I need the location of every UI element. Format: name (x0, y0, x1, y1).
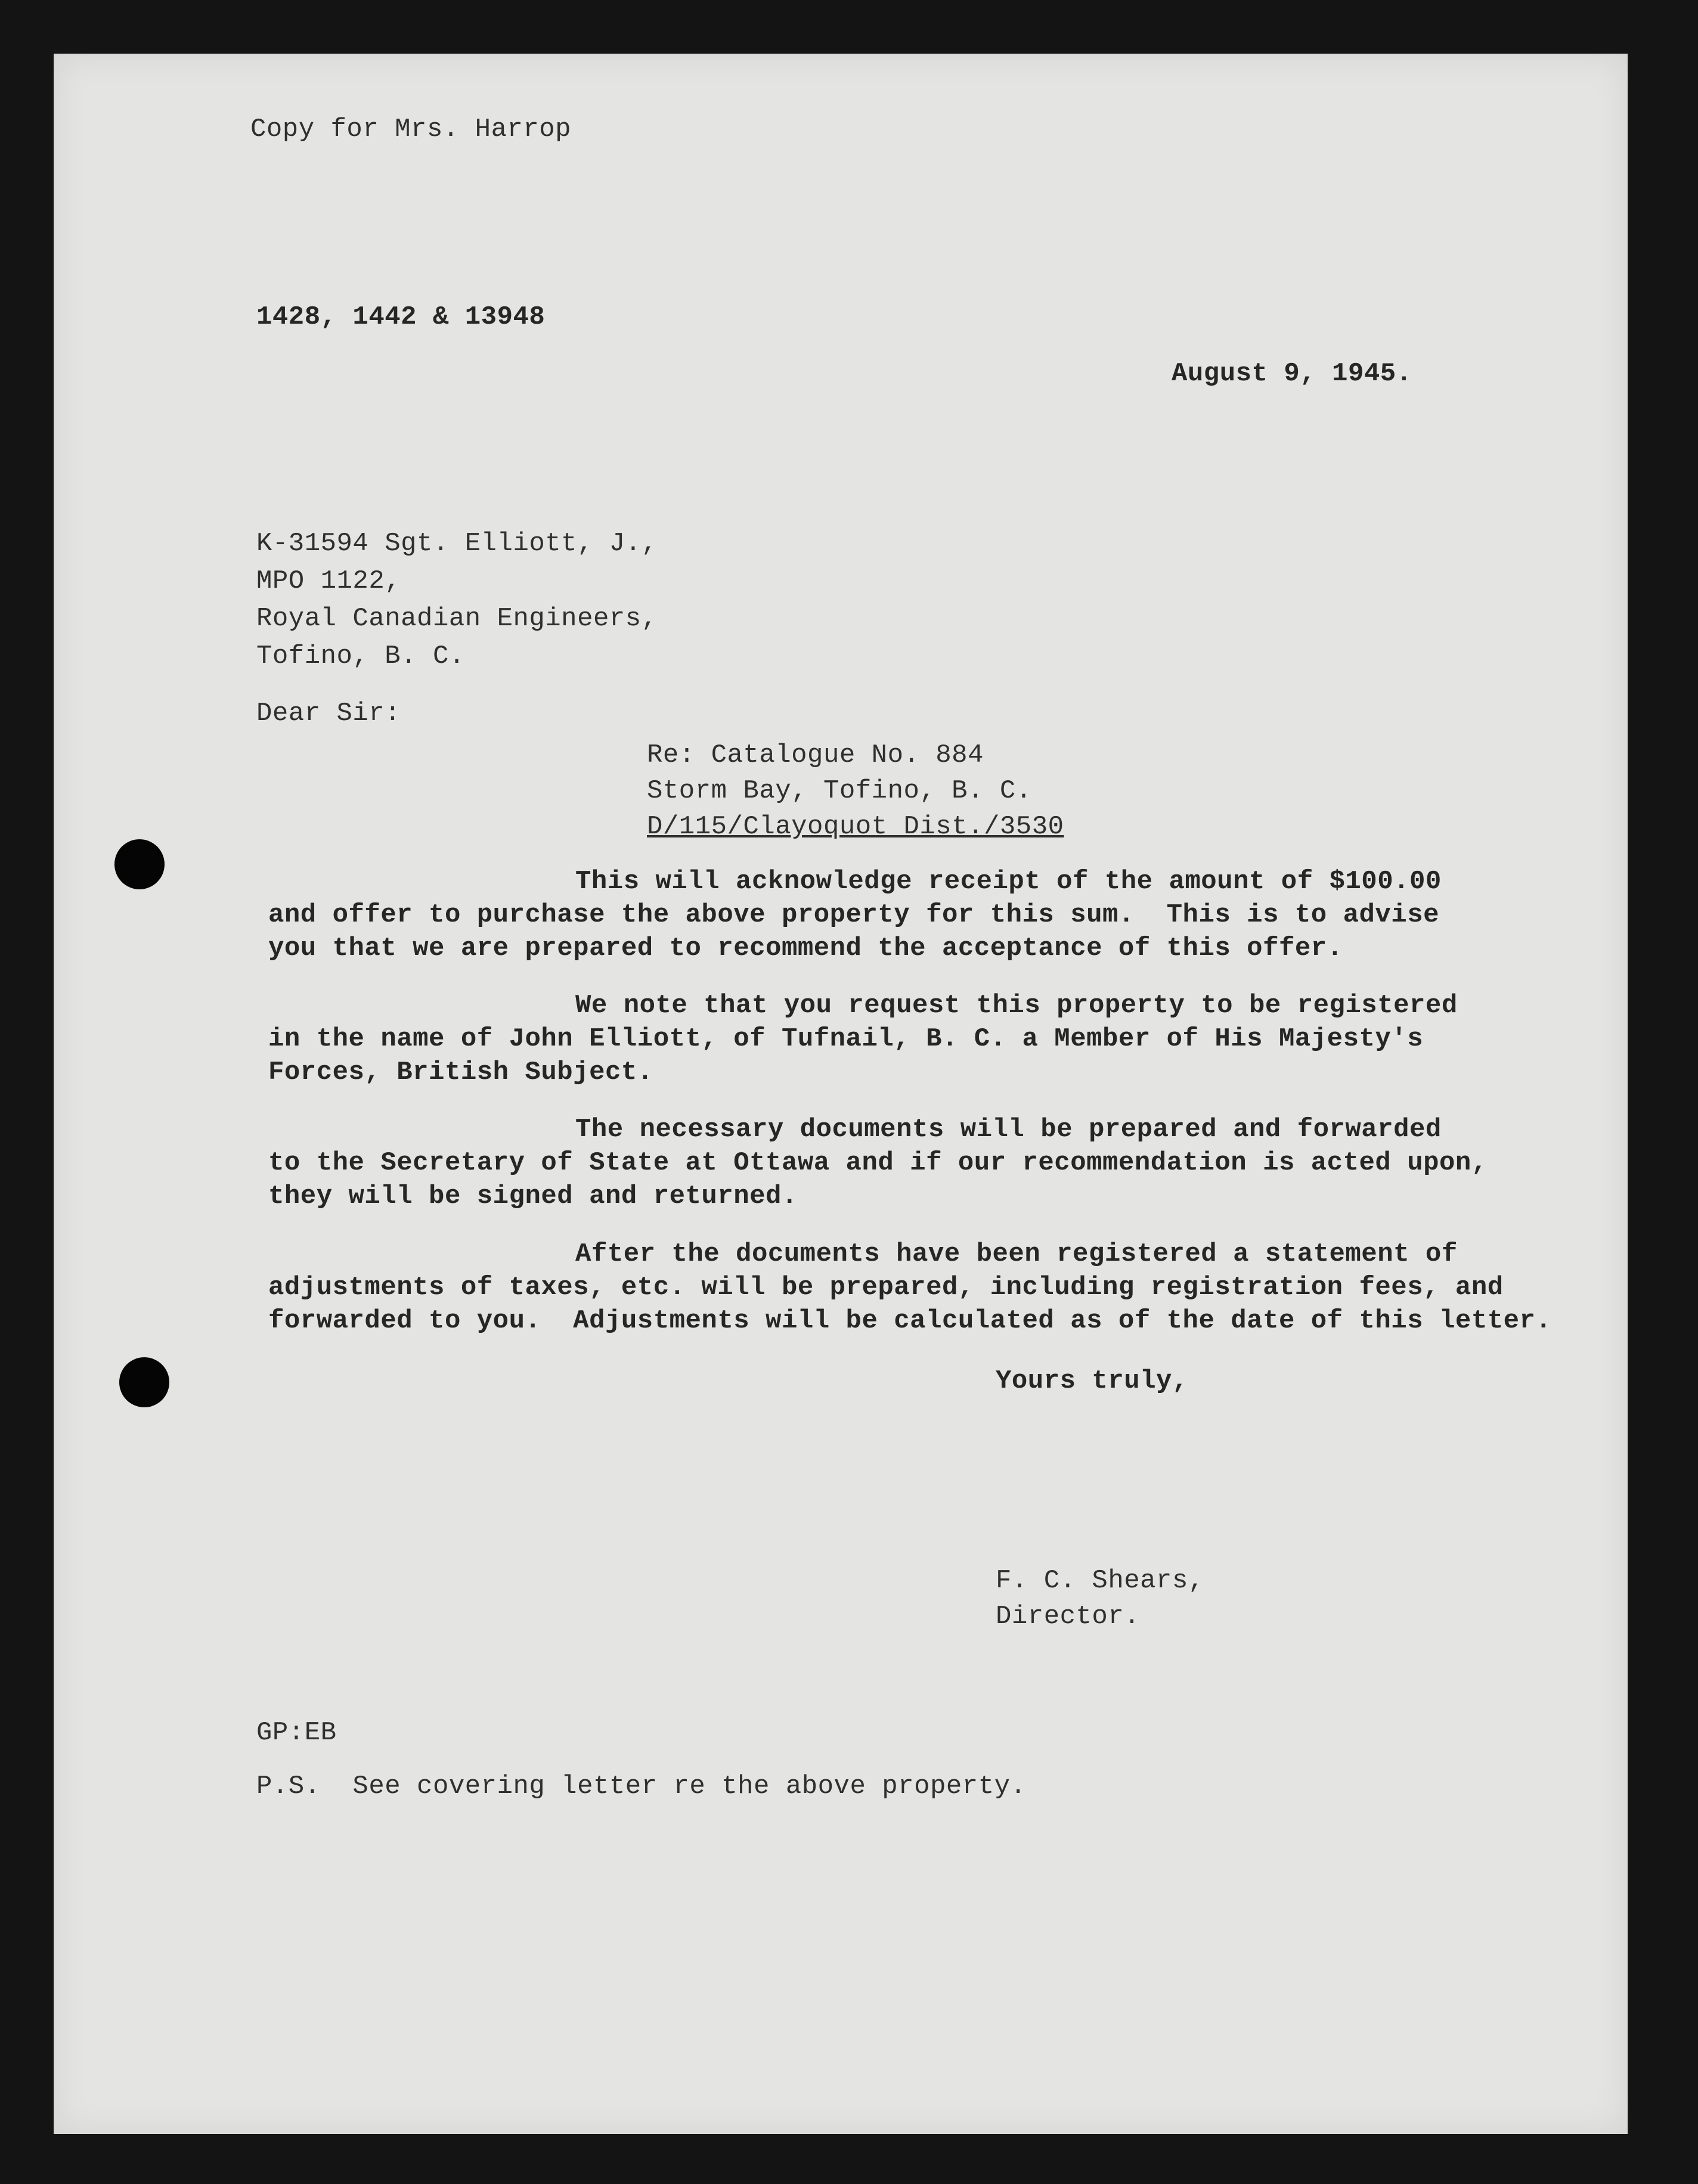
salutation: Dear Sir: (256, 699, 401, 728)
paragraph-line: and offer to purchase the above property for this sum. This is to advise (268, 900, 1440, 930)
file-numbers: 1428, 1442 & 13948 (256, 302, 546, 332)
recipient-line: Royal Canadian Engineers, (256, 604, 658, 634)
punch-hole (119, 1357, 169, 1407)
closing: Yours truly, (996, 1366, 1188, 1396)
re-line: Storm Bay, Tofino, B. C. (647, 776, 1032, 806)
paragraph-line: they will be signed and returned. (268, 1181, 798, 1211)
re-line: D/115/Clayoquot Dist./3530 (647, 812, 1064, 842)
signer-name: F. C. Shears, (996, 1566, 1204, 1596)
paragraph-line: Forces, British Subject. (268, 1057, 653, 1087)
recipient-line: MPO 1122, (256, 566, 401, 596)
recipient-line: Tofino, B. C. (256, 641, 465, 671)
postscript: P.S. See covering letter re the above property. (256, 1772, 1027, 1801)
re-line: Re: Catalogue No. 884 (647, 740, 984, 770)
paragraph-line: in the name of John Elliott, of Tufnail, B. C. a Member of His Majesty's (268, 1024, 1424, 1054)
paragraph-line: forwarded to you. Adjustments will be calculated as of the date of this letter. (268, 1306, 1552, 1336)
typist-initials: GP:EB (256, 1718, 337, 1748)
signer-title: Director. (996, 1602, 1141, 1631)
paragraph-line: you that we are prepared to recommend the acceptance of this offer. (268, 933, 1343, 963)
letter-date: August 9, 1945. (1172, 359, 1412, 389)
paragraph-line: to the Secretary of State at Ottawa and if our recommendation is acted upon, (268, 1148, 1488, 1178)
paragraph-line: The necessary documents will be prepared and forwarded (575, 1115, 1442, 1144)
recipient-line: K-31594 Sgt. Elliott, J., (256, 529, 658, 559)
copy-note: Copy for Mrs. Harrop (250, 114, 572, 144)
punch-hole (114, 839, 165, 889)
letter-page (54, 54, 1628, 2134)
paragraph-line: adjustments of taxes, etc. will be prepared, including registration fees, and (268, 1273, 1504, 1302)
paragraph-line: After the documents have been registered a statement of (575, 1239, 1458, 1269)
paragraph-line: This will acknowledge receipt of the amount of $100.00 (575, 867, 1442, 896)
paragraph-line: We note that you request this property to be registered (575, 991, 1458, 1020)
